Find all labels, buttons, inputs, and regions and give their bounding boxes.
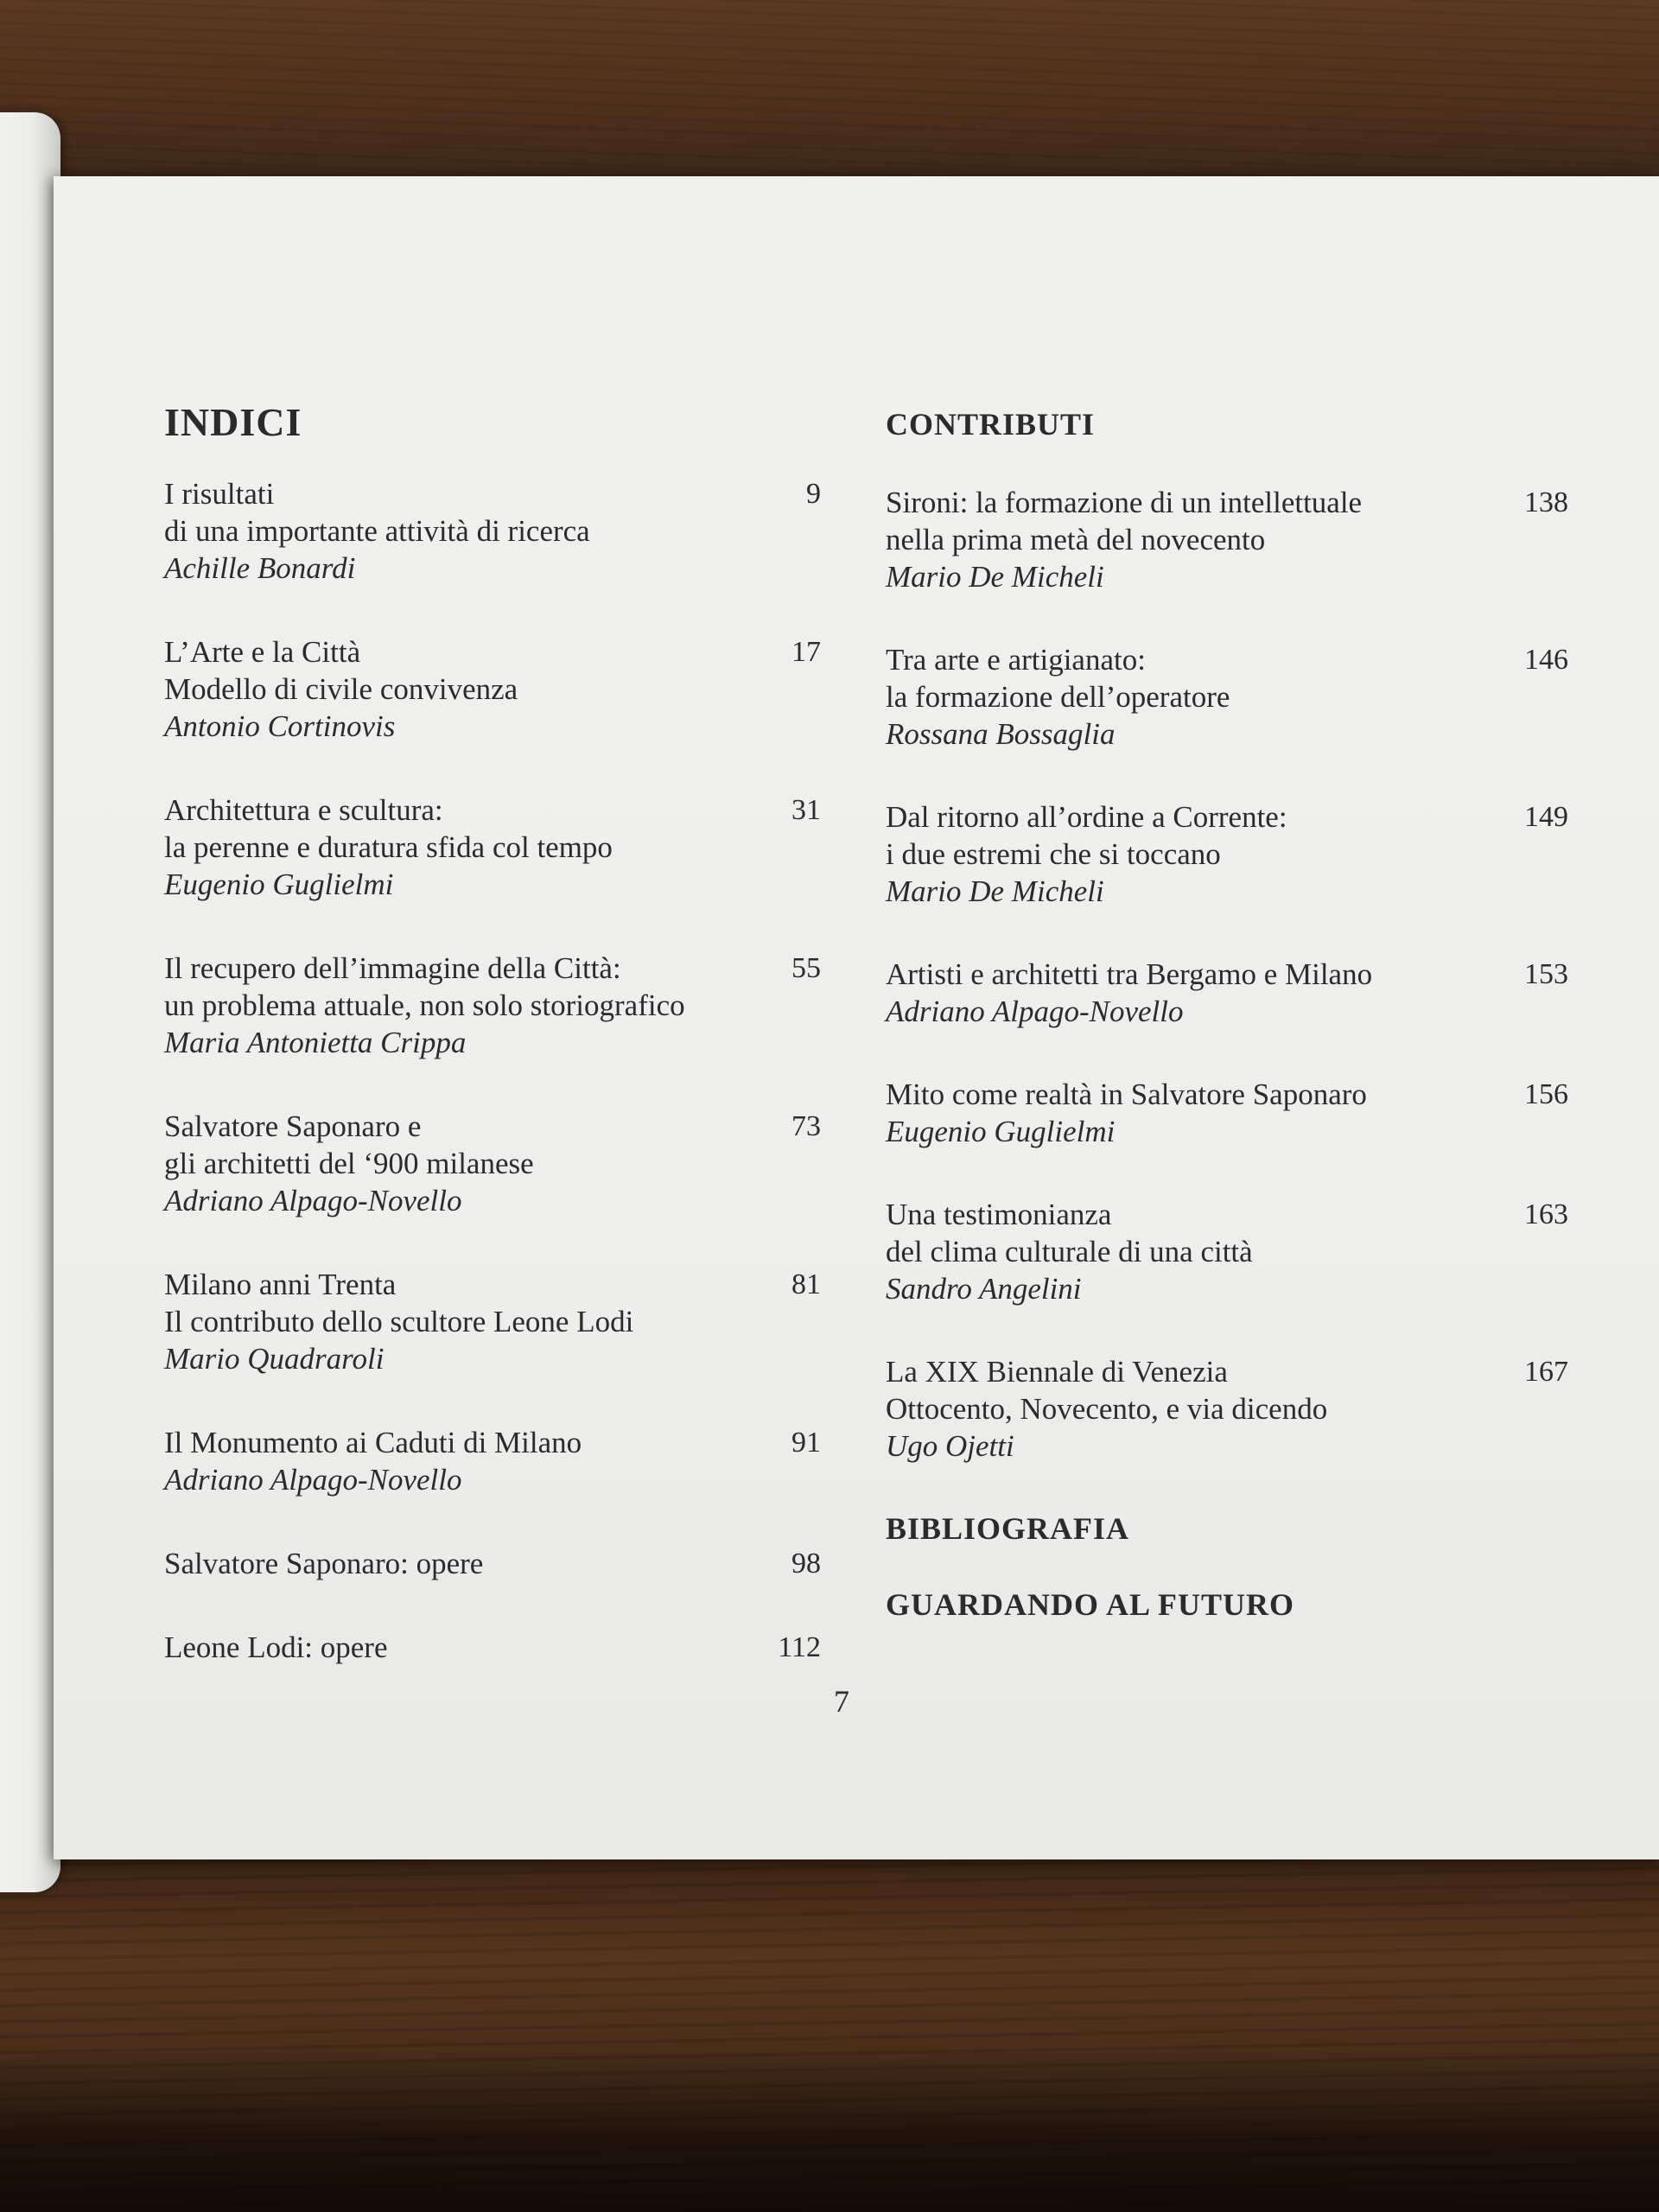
toc-entry-title: un problema attuale, non solo storiografico <box>164 988 685 1022</box>
toc-entry-author: Adriano Alpago-Novello <box>164 1463 462 1497</box>
toc-entry[interactable] <box>164 791 821 903</box>
toc-entry-title: Tra arte e artigianato: <box>886 643 1146 677</box>
toc-entry-title: del clima culturale di una città <box>886 1235 1253 1268</box>
wood-table-bottom <box>0 1849 1659 2212</box>
toc-entry-author: Mario De Micheli <box>886 560 1104 594</box>
toc-entry-title: Salvatore Saponaro: opere <box>164 1547 484 1580</box>
toc-entry[interactable] <box>886 1076 1568 1150</box>
toc-entry-page-number: 138 <box>1524 486 1568 518</box>
page-number: 7 <box>834 1684 849 1719</box>
toc-entry-title: i due estremi che si toccano <box>886 837 1221 871</box>
toc-entry-title: Architettura e scultura: <box>164 793 443 827</box>
toc-entry-author: Adriano Alpago-Novello <box>886 995 1184 1028</box>
toc-entry[interactable] <box>886 484 1568 595</box>
toc-entry[interactable] <box>164 475 821 587</box>
toc-entry-author: Sandro Angelini <box>886 1272 1082 1306</box>
wood-table-top <box>0 0 1659 181</box>
toc-entry-title: Leone Lodi: opere <box>164 1630 388 1664</box>
toc-entry-page-number: 73 <box>791 1110 821 1142</box>
toc-entry-title: Il contributo dello scultore Leone Lodi <box>164 1305 634 1338</box>
toc-entry-title: Il recupero dell’immagine della Città: <box>164 951 621 985</box>
toc-entry-title: la formazione dell’operatore <box>886 680 1230 714</box>
toc-entry-title: gli architetti del ‘900 milanese <box>164 1147 534 1180</box>
toc-entry[interactable] <box>886 798 1568 910</box>
toc-entry-title: di una importante attività di ricerca <box>164 514 590 548</box>
toc-entry-page-number: 167 <box>1524 1356 1568 1388</box>
toc-entry-page-number: 163 <box>1524 1198 1568 1230</box>
toc-entry[interactable] <box>886 1196 1568 1307</box>
toc-entry-author: Rossana Bossaglia <box>886 717 1116 751</box>
toc-entry[interactable] <box>164 1629 821 1666</box>
toc-entry-title: Artisti e architetti tra Bergamo e Milano <box>886 957 1373 991</box>
bibliografia-heading[interactable]: BIBLIOGRAFIA <box>886 1511 1130 1546</box>
toc-entry-author: Mario De Micheli <box>886 874 1104 908</box>
toc-entry-page-number: 17 <box>791 636 821 668</box>
toc-entry-title: nella prima metà del novecento <box>886 523 1266 556</box>
toc-entry[interactable] <box>164 950 821 1061</box>
toc-entry-author: Mario Quadraroli <box>164 1342 385 1376</box>
toc-entry-page-number: 149 <box>1524 801 1568 833</box>
toc-entry-title: Mito come realtà in Salvatore Saponaro <box>886 1077 1367 1111</box>
toc-entry-page-number: 91 <box>791 1427 821 1459</box>
toc-entry-page-number: 55 <box>791 952 821 984</box>
toc-entry-page-number: 98 <box>791 1548 821 1580</box>
left-page-edge <box>0 112 60 1892</box>
toc-entry-page-number: 81 <box>791 1268 821 1300</box>
toc-entry-page-number: 153 <box>1524 958 1568 990</box>
toc-entry-author: Eugenio Guglielmi <box>164 868 394 901</box>
toc-entry-author: Maria Antonietta Crippa <box>164 1026 467 1059</box>
toc-entry-title: Il Monumento ai Caduti di Milano <box>164 1426 582 1459</box>
toc-entry-page-number: 156 <box>1524 1078 1568 1110</box>
toc-entry-title: Milano anni Trenta <box>164 1268 397 1301</box>
toc-entry-author: Ugo Ojetti <box>886 1429 1014 1463</box>
indici-heading: INDICI <box>164 400 302 444</box>
toc-entry[interactable] <box>886 641 1568 753</box>
toc-entry[interactable] <box>164 633 821 745</box>
toc-entry[interactable] <box>886 1353 1568 1465</box>
indici-list <box>164 475 821 1666</box>
toc-entry-page-number: 9 <box>806 478 821 510</box>
contributi-list <box>886 484 1568 1465</box>
toc-entry-author: Adriano Alpago-Novello <box>164 1184 462 1217</box>
toc-entry-author: Antonio Cortinovis <box>164 709 396 743</box>
toc-entry-title: Una testimonianza <box>886 1198 1112 1231</box>
toc-entry-title: Salvatore Saponaro e <box>164 1109 422 1143</box>
toc-entry-page-number: 146 <box>1524 644 1568 676</box>
toc-entry[interactable] <box>886 956 1568 1030</box>
toc-entry[interactable] <box>164 1266 821 1377</box>
contributi-heading: CONTRIBUTI <box>886 407 1096 442</box>
toc-entry-title: Sironi: la formazione di un intellettuale <box>886 486 1363 519</box>
contributi-column <box>886 399 1568 1662</box>
toc-entry-author: Eugenio Guglielmi <box>886 1115 1116 1148</box>
toc-entry-page-number: 112 <box>778 1631 821 1663</box>
toc-entry[interactable] <box>164 1545 821 1582</box>
indici-column <box>164 399 821 1713</box>
toc-entry-author: Achille Bonardi <box>164 551 356 585</box>
toc-entry[interactable] <box>164 1424 821 1498</box>
toc-entry-title: La XIX Biennale di Venezia <box>886 1355 1228 1389</box>
toc-entry-title: Ottocento, Novecento, e via dicendo <box>886 1392 1328 1426</box>
toc-entry-title: L’Arte e la Città <box>164 635 361 669</box>
guardando-al-futuro-heading[interactable]: GUARDANDO AL FUTURO <box>886 1587 1295 1622</box>
toc-entry-title: la perenne e duratura sfida col tempo <box>164 830 613 864</box>
toc-entry-title: Modello di civile convivenza <box>164 672 518 706</box>
toc-entry[interactable] <box>164 1108 821 1219</box>
toc-entry-title: I risultati <box>164 477 275 511</box>
toc-entry-page-number: 31 <box>791 794 821 826</box>
toc-entry-title: Dal ritorno all’ordine a Corrente: <box>886 800 1287 834</box>
